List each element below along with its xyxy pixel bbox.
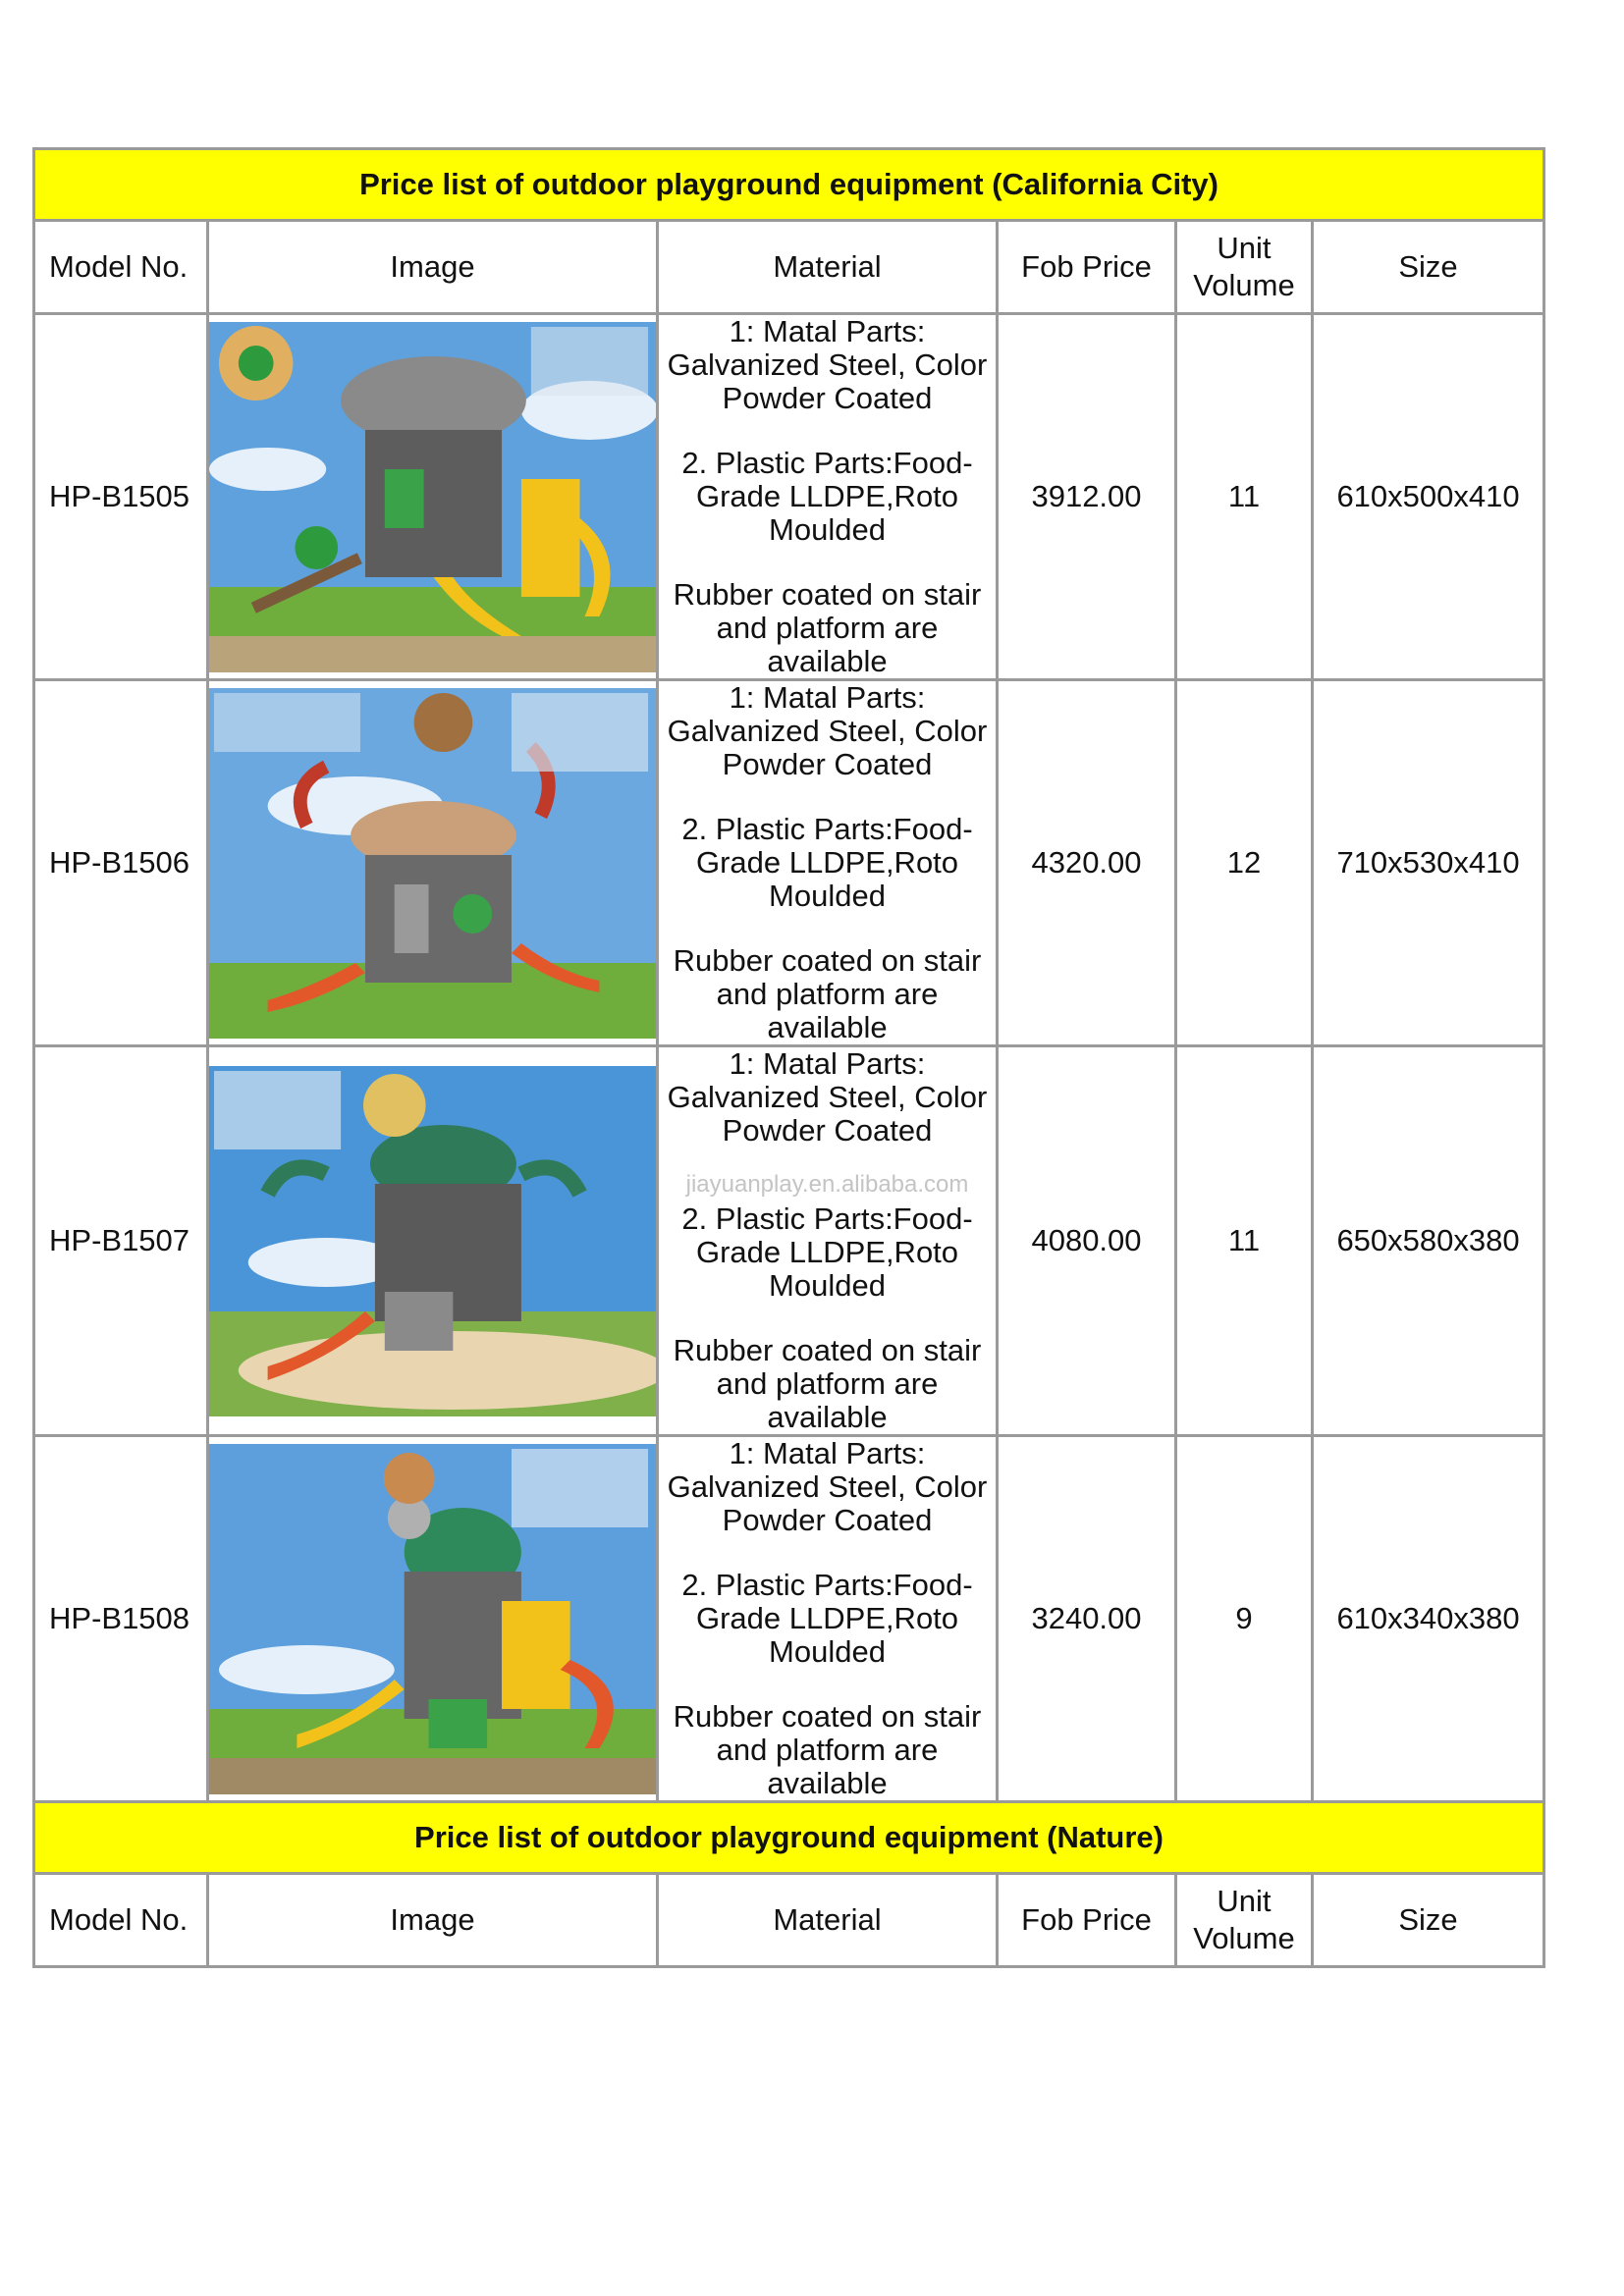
header-material: Material	[658, 221, 998, 314]
material-rubber: Rubber coated on stair and platform are available	[673, 1699, 982, 1800]
header-volume-line2: Volume	[1193, 268, 1295, 302]
material-cell	[658, 1046, 998, 1436]
material-cell	[658, 680, 998, 1046]
product-row	[34, 314, 1544, 680]
material-metal: 1: Matal Parts: Galvanized Steel, Color Powder Coated	[667, 1436, 988, 1537]
product-image	[208, 314, 658, 680]
header-image: Image	[208, 1874, 658, 1967]
material-rubber: Rubber coated on stair and platform are available	[673, 577, 982, 678]
section-title: Price list of outdoor playground equipment (Nature)	[34, 1802, 1544, 1874]
size: 610x500x410	[1313, 314, 1544, 680]
material-plastic: 2. Plastic Parts:Food-Grade LLDPE,Roto Moulded	[681, 1201, 973, 1303]
fob-price: 4080.00	[998, 1046, 1176, 1436]
playground-picture	[209, 322, 656, 672]
model-number: HP-B1508	[34, 1436, 208, 1802]
header-volume	[1176, 221, 1313, 314]
material-metal: 1: Matal Parts: Galvanized Steel, Color Powder Coated	[667, 1046, 988, 1148]
unit-volume: 11	[1176, 1046, 1313, 1436]
product-row	[34, 1046, 1544, 1436]
product-image	[208, 1436, 658, 1802]
size: 710x530x410	[1313, 680, 1544, 1046]
material-rubber: Rubber coated on stair and platform are available	[673, 1333, 982, 1434]
model-number: HP-B1507	[34, 1046, 208, 1436]
size: 610x340x380	[1313, 1436, 1544, 1802]
material-plastic: 2. Plastic Parts:Food-Grade LLDPE,Roto Moulded	[681, 446, 973, 547]
header-volume-line2: Volume	[1193, 1921, 1295, 1955]
unit-volume: 9	[1176, 1436, 1313, 1802]
unit-volume: 12	[1176, 680, 1313, 1046]
material-cell	[658, 1436, 998, 1802]
header-row	[34, 1874, 1544, 1967]
product-row	[34, 1436, 1544, 1802]
header-price: Fob Price	[998, 1874, 1176, 1967]
section-title-row	[34, 1802, 1544, 1874]
material-cell	[658, 314, 998, 680]
header-volume-line1: Unit	[1217, 1884, 1272, 1918]
header-model: Model No.	[34, 1874, 208, 1967]
unit-volume: 11	[1176, 314, 1313, 680]
material-plastic: 2. Plastic Parts:Food-Grade LLDPE,Roto Moulded	[681, 1568, 973, 1669]
header-size: Size	[1313, 1874, 1544, 1967]
model-number: HP-B1506	[34, 680, 208, 1046]
header-size: Size	[1313, 221, 1544, 314]
header-price: Fob Price	[998, 221, 1176, 314]
price-list-table	[32, 147, 1545, 1968]
material-metal: 1: Matal Parts: Galvanized Steel, Color Powder Coated	[667, 314, 988, 415]
header-material: Material	[658, 1874, 998, 1967]
header-model: Model No.	[34, 221, 208, 314]
model-number: HP-B1505	[34, 314, 208, 680]
header-image: Image	[208, 221, 658, 314]
material-rubber: Rubber coated on stair and platform are available	[673, 943, 982, 1044]
product-image	[208, 680, 658, 1046]
fob-price: 4320.00	[998, 680, 1176, 1046]
header-row	[34, 221, 1544, 314]
header-volume-line1: Unit	[1217, 231, 1272, 265]
fob-price: 3912.00	[998, 314, 1176, 680]
section-title: Price list of outdoor playground equipment (California City)	[34, 149, 1544, 221]
watermark: jiayuanplay.en.alibaba.com	[685, 1171, 969, 1198]
size: 650x580x380	[1313, 1046, 1544, 1436]
header-volume	[1176, 1874, 1313, 1967]
playground-picture	[209, 1444, 656, 1794]
product-image	[208, 1046, 658, 1436]
material-metal: 1: Matal Parts: Galvanized Steel, Color Powder Coated	[667, 680, 988, 781]
product-row	[34, 680, 1544, 1046]
material-plastic: 2. Plastic Parts:Food-Grade LLDPE,Roto Moulded	[681, 812, 973, 913]
playground-picture	[209, 688, 656, 1039]
section-title-row	[34, 149, 1544, 221]
playground-picture	[209, 1066, 656, 1416]
fob-price: 3240.00	[998, 1436, 1176, 1802]
